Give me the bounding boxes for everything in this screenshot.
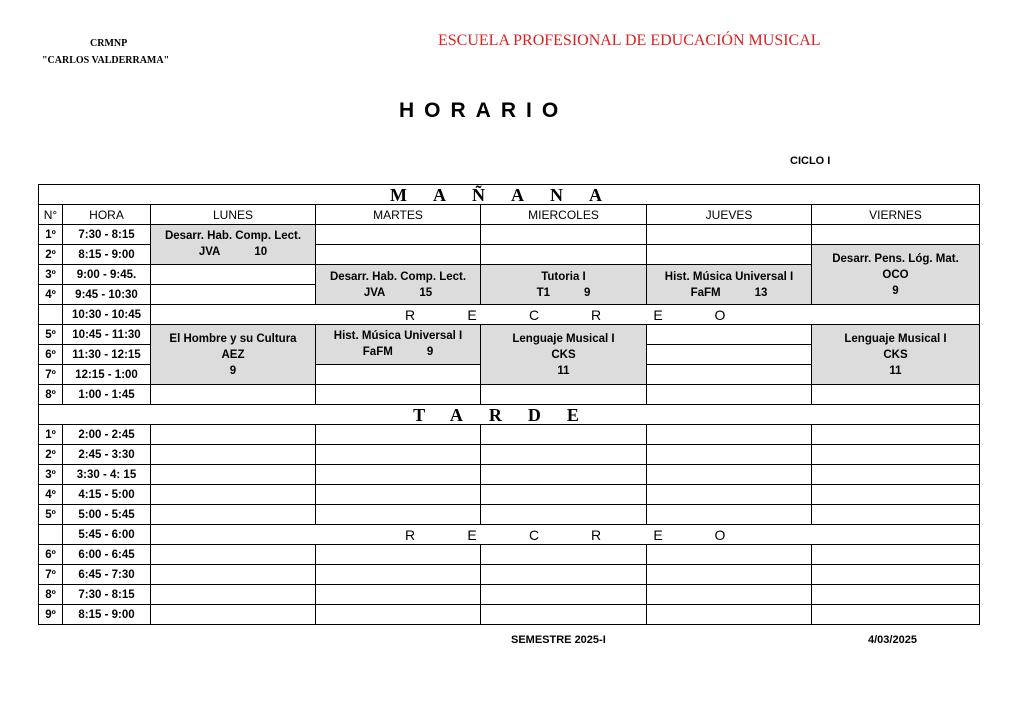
period-number: 3º: [39, 465, 63, 485]
empty-cell: [316, 565, 481, 585]
table-row: [39, 445, 980, 465]
course-cell-thursday-morning-3: [647, 265, 812, 305]
empty-cell: [812, 585, 980, 605]
recess-row: [39, 525, 980, 545]
period-time: 2:45 - 3:30: [63, 445, 151, 465]
recess-row: [39, 305, 980, 325]
period-number: 8º: [39, 585, 63, 605]
course-teacher: OCO: [882, 268, 909, 281]
period-time: 8:15 - 9:00: [63, 245, 151, 265]
empty-cell: [316, 365, 481, 385]
course-room: 9: [426, 346, 434, 358]
empty-cell: [151, 565, 316, 585]
table-row: [39, 605, 980, 625]
empty-cell: [151, 425, 316, 445]
afternoon-section-header: TARDE: [39, 405, 980, 425]
course-cell-monday-morning-1: [151, 225, 316, 265]
institution-short-name: CRMNP: [90, 38, 128, 49]
course-teacher: FaFM: [362, 346, 393, 358]
date-label: 4/03/2025: [868, 634, 917, 646]
period-number: 6º: [39, 345, 63, 365]
period-time: 7:30 - 8:15: [63, 225, 151, 245]
period-number: [39, 305, 63, 325]
school-title: ESCUELA PROFESIONAL DE EDUCACIÓN MUSICAL: [438, 32, 821, 49]
course-teacher: CKS: [883, 348, 908, 361]
empty-cell: [316, 385, 481, 405]
table-row: [39, 545, 980, 565]
period-number: 5º: [39, 325, 63, 345]
empty-cell: [151, 465, 316, 485]
empty-cell: [812, 485, 980, 505]
course-teacher: FaFM: [690, 286, 721, 299]
period-number: 4º: [39, 485, 63, 505]
table-row: [39, 325, 980, 345]
period-time: 7:30 - 8:15: [63, 585, 151, 605]
course-room: 9: [584, 286, 591, 299]
period-number: 4º: [39, 285, 63, 305]
period-time: 8:15 - 9:00: [63, 605, 151, 625]
period-time: 12:15 - 1:00: [63, 365, 151, 385]
course-room: 11: [889, 364, 902, 377]
period-time: 11:30 - 12:15: [63, 345, 151, 365]
table-row: [39, 225, 980, 245]
period-number: 6º: [39, 545, 63, 565]
period-number: [39, 525, 63, 545]
course-room: 11: [557, 364, 570, 377]
empty-cell: [316, 245, 481, 265]
course-room: 15: [419, 286, 433, 299]
empty-cell: [647, 545, 812, 565]
course-cell-tuesday-morning-5: [316, 325, 481, 365]
course-teacher: CKS: [551, 348, 576, 361]
period-time: 6:00 - 6:45: [63, 545, 151, 565]
column-header-friday: VIERNES: [812, 205, 980, 225]
empty-cell: [481, 425, 647, 445]
course-teacher: T1: [536, 286, 550, 299]
column-header-tuesday: MARTES: [316, 205, 481, 225]
empty-cell: [812, 565, 980, 585]
period-time: 5:45 - 6:00: [63, 525, 151, 545]
course-cell-wednesday-morning-5: [481, 325, 647, 385]
period-time: 1:00 - 1:45: [63, 385, 151, 405]
institution-name: "CARLOS VALDERRAMA": [42, 55, 170, 66]
empty-cell: [647, 505, 812, 525]
period-number: 3º: [39, 265, 63, 285]
course-teacher: JVA: [363, 286, 386, 299]
period-time: 5:00 - 5:45: [63, 505, 151, 525]
morning-section-header: MAÑANA: [39, 185, 980, 205]
empty-cell: [812, 605, 980, 625]
empty-cell: [647, 605, 812, 625]
empty-cell: [647, 325, 812, 345]
course-cell-friday-morning-5: [812, 325, 980, 385]
recess-label: R E C R E O: [151, 305, 980, 325]
empty-cell: [316, 585, 481, 605]
empty-cell: [316, 605, 481, 625]
table-row: [39, 485, 980, 505]
empty-cell: [812, 545, 980, 565]
period-number: 1º: [39, 225, 63, 245]
period-number: 2º: [39, 445, 63, 465]
empty-cell: [316, 225, 481, 245]
semester-label: SEMESTRE 2025-I: [511, 634, 606, 646]
empty-cell: [481, 545, 647, 565]
course-name: Hist. Música Universal I: [664, 270, 794, 283]
period-time: 9:00 - 9:45.: [63, 265, 151, 285]
empty-cell: [647, 485, 812, 505]
course-teacher: AEZ: [221, 348, 245, 361]
course-name: El Hombre y su Cultura: [169, 332, 297, 345]
table-row: [39, 385, 980, 405]
period-time: 10:45 - 11:30: [63, 325, 151, 345]
period-number: 7º: [39, 365, 63, 385]
course-name: Lenguaje Musical I: [844, 332, 947, 345]
empty-cell: [647, 565, 812, 585]
column-header-thursday: JUEVES: [647, 205, 812, 225]
table-row: [39, 465, 980, 485]
empty-cell: [316, 425, 481, 445]
column-header-wednesday: MIERCOLES: [481, 205, 647, 225]
column-header-monday: LUNES: [151, 205, 316, 225]
table-row: [39, 565, 980, 585]
empty-cell: [481, 585, 647, 605]
recess-label: R E C R E O: [151, 525, 980, 545]
period-number: 8º: [39, 385, 63, 405]
empty-cell: [481, 465, 647, 485]
period-time: 10:30 - 10:45: [63, 305, 151, 325]
table-row: [39, 585, 980, 605]
period-number: 5º: [39, 505, 63, 525]
course-name: Hist. Música Universal I: [333, 330, 463, 342]
empty-cell: [151, 385, 316, 405]
period-number: 7º: [39, 565, 63, 585]
empty-cell: [647, 445, 812, 465]
empty-cell: [647, 225, 812, 245]
page-title: HORARIO: [399, 99, 569, 122]
empty-cell: [647, 385, 812, 405]
empty-cell: [481, 225, 647, 245]
course-room: 13: [754, 286, 768, 299]
empty-cell: [316, 505, 481, 525]
period-time: 4:15 - 5:00: [63, 485, 151, 505]
period-number: 1º: [39, 425, 63, 445]
empty-cell: [481, 565, 647, 585]
empty-cell: [481, 505, 647, 525]
empty-cell: [647, 585, 812, 605]
course-name: Desarr. Hab. Comp. Lect.: [329, 270, 467, 283]
empty-cell: [151, 265, 316, 285]
period-time: 9:45 - 10:30: [63, 285, 151, 305]
empty-cell: [151, 485, 316, 505]
empty-cell: [151, 605, 316, 625]
empty-cell: [316, 545, 481, 565]
empty-cell: [647, 345, 812, 365]
period-number: 2º: [39, 245, 63, 265]
empty-cell: [481, 445, 647, 465]
empty-cell: [316, 485, 481, 505]
period-time: 2:00 - 2:45: [63, 425, 151, 445]
schedule-table: [38, 184, 980, 625]
period-time: 6:45 - 7:30: [63, 565, 151, 585]
empty-cell: [812, 425, 980, 445]
empty-cell: [316, 445, 481, 465]
empty-cell: [481, 245, 647, 265]
course-name: Desarr. Pens. Lóg. Mat.: [832, 252, 959, 265]
column-header-number: N°: [39, 205, 63, 225]
table-row: [39, 505, 980, 525]
empty-cell: [647, 365, 812, 385]
course-name: Desarr. Hab. Comp. Lect.: [164, 230, 302, 242]
empty-cell: [151, 545, 316, 565]
empty-cell: [481, 385, 647, 405]
period-time: 3:30 - 4: 15: [63, 465, 151, 485]
empty-cell: [812, 465, 980, 485]
table-row: [39, 425, 980, 445]
column-header-time: HORA: [63, 205, 151, 225]
empty-cell: [812, 385, 980, 405]
empty-cell: [481, 485, 647, 505]
course-cell-monday-morning-5: [151, 325, 316, 385]
empty-cell: [151, 585, 316, 605]
empty-cell: [151, 445, 316, 465]
course-name: Lenguaje Musical I: [512, 332, 615, 345]
course-room: 9: [892, 284, 899, 297]
empty-cell: [812, 445, 980, 465]
course-cell-wednesday-morning-3: [481, 265, 647, 305]
course-room: 10: [254, 246, 268, 258]
cycle-label: CICLO I: [790, 155, 831, 167]
empty-cell: [151, 505, 316, 525]
empty-cell: [481, 605, 647, 625]
period-number: 9º: [39, 605, 63, 625]
empty-cell: [812, 225, 980, 245]
empty-cell: [647, 465, 812, 485]
empty-cell: [812, 505, 980, 525]
empty-cell: [647, 425, 812, 445]
empty-cell: [647, 245, 812, 265]
course-name: Tutoria I: [541, 270, 586, 283]
course-teacher: JVA: [198, 246, 221, 258]
course-cell-friday-morning-2: [812, 245, 980, 305]
empty-cell: [316, 465, 481, 485]
empty-cell: [151, 285, 316, 305]
course-cell-tuesday-morning-3: [316, 265, 481, 305]
course-room: 9: [229, 364, 237, 377]
